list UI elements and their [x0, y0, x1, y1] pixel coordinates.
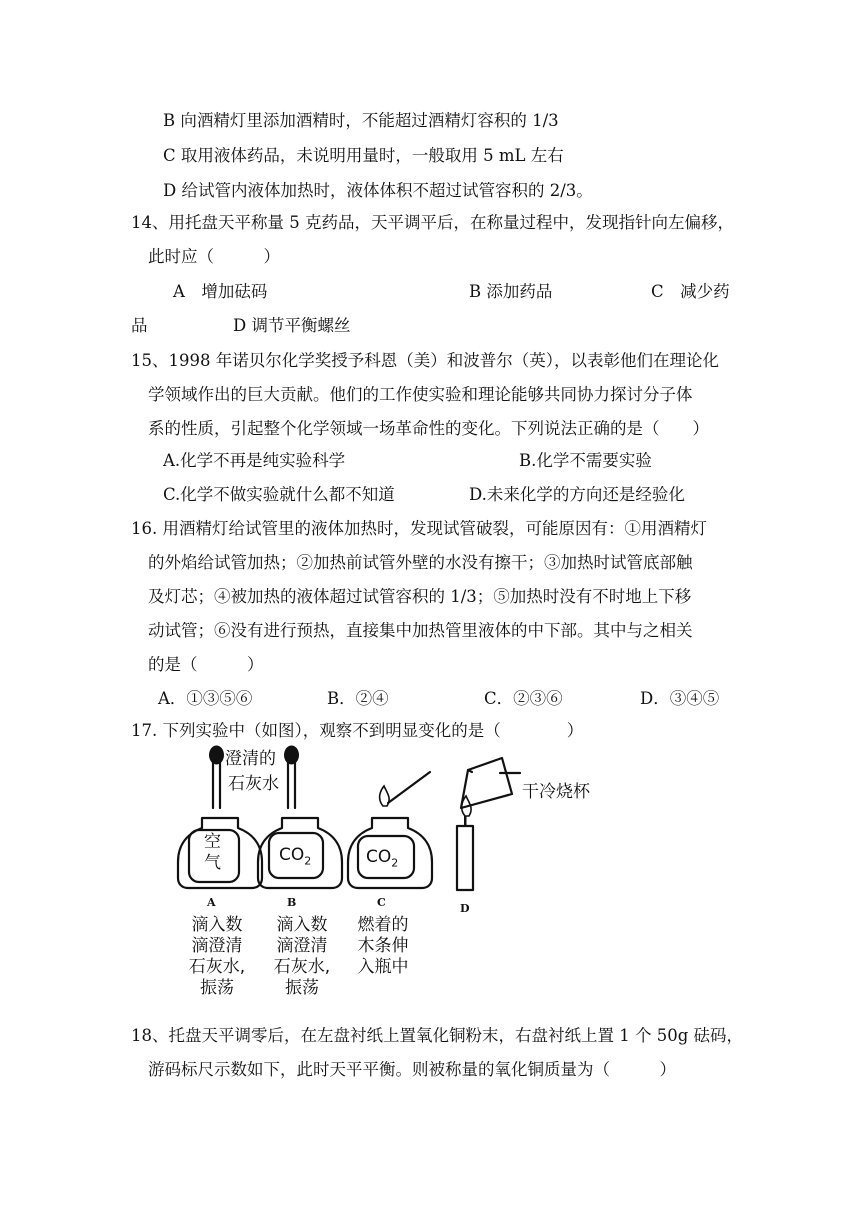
q16-line-4: 动试管；⑥没有进行预热，直接集中加热管里液体的中下部。其中与之相关 [148, 621, 693, 640]
caption-a-line: 滴澄清 [191, 936, 243, 956]
jar-a-label-2: 气 [204, 853, 221, 873]
figure-letter-a: A [207, 896, 216, 909]
q15-line-3: 系的性质，引起整个化学领域一场革命性的变化。下列说法正确的是（ ） [148, 419, 709, 438]
jar-a-label-1: 空 [204, 832, 221, 852]
dropper-label-line-2: 石灰水 [228, 774, 279, 794]
figure-letter-d: D [460, 902, 470, 915]
caption-b-line: 石灰水, [273, 957, 331, 977]
dropper-label-line-1: 澄清的 [225, 749, 276, 769]
beaker-label: 干冷烧杯 [522, 782, 590, 802]
caption-b [262, 915, 342, 999]
l2: C 取用液体药品，未说明用量时，一般取用 5 mL 左右 [163, 146, 564, 165]
caption-c-line: 燃着的 [357, 915, 409, 935]
q15-option-a: A.化学不再是纯实验科学 [163, 451, 346, 470]
l1: B 向酒精灯里添加酒精时，不能超过酒精灯容积的 1/3 [163, 111, 559, 130]
q16-option-c: C．②③⑥ [484, 689, 563, 708]
q16-option-d: D．③④⑤ [640, 689, 720, 708]
q14-option-b: B 添加药品 [469, 282, 553, 301]
q16-line-5: 的是（ ） [148, 655, 264, 674]
figure-letter-b: B [287, 896, 297, 909]
q16-line-1: 16. 用酒精灯给试管里的液体加热时，发现试管破裂，可能原因有：①用酒精灯 [131, 519, 707, 538]
q16-option-b: B．②④ [327, 689, 389, 708]
caption-c-line: 木条伸 [357, 936, 409, 956]
q14-option-d: D 调节平衡螺丝 [233, 316, 351, 335]
q14-line-2: 此时应（ ） [148, 247, 280, 266]
l3: D 给试管内液体加热时，液体体积不超过试管容积的 2/3。 [163, 181, 593, 200]
q15-option-b: B.化学不需要实验 [519, 451, 652, 470]
q15-option-d: D.未来化学的方向还是经验化 [469, 485, 685, 504]
jar-c-label: $CO_2$ [366, 847, 399, 870]
q14-option-c: C 减少药 [651, 282, 730, 301]
q18-line-2: 游码标尺示数如下，此时天平平衡。则被称量的氧化铜质量为（ ） [148, 1060, 676, 1079]
q14-option-a: A 增加砝码 [173, 282, 268, 301]
q14-option-c-cont: 品 [131, 316, 148, 335]
q16-line-3: 及灯芯；④被加热的液体超过试管容积的 1/3；⑤加热时没有不时地上下移 [148, 587, 692, 606]
caption-a-line: 滴入数 [191, 915, 243, 935]
q17-line: 17. 下列实验中（如图），观察不到明显变化的是（ ） [131, 721, 584, 740]
q15-line-2: 学领域作出的巨大贡献。他们的工作使实验和理论能够共同协力探讨分子体 [148, 385, 693, 404]
caption-c-line: 入瓶中 [357, 957, 409, 977]
caption-b-line: 滴澄清 [276, 936, 328, 956]
caption-a-line: 石灰水, [188, 957, 246, 977]
caption-c [343, 915, 423, 978]
q16-option-a: A．①③⑤⑥ [158, 689, 253, 708]
q16-line-2: 的外焰给试管加热；②加热前试管外壁的水没有擦干；③加热时试管底部触 [148, 553, 693, 572]
q18-line-1: 18、托盘天平调零后，在左盘衬纸上置氧化铜粉末，右盘衬纸上置 1 个 50g 砝码， [131, 1026, 744, 1045]
caption-b-line: 振荡 [285, 978, 319, 998]
q14-line-1: 14、用托盘天平称量 5 克药品，天平调平后，在称量过程中，发现指针向左偏移， [131, 213, 734, 232]
q15-option-c: C.化学不做实验就什么都不知道 [163, 485, 395, 504]
caption-a [177, 915, 257, 999]
q15-line-1: 15、1998 年诺贝尔化学奖授予科恩（美）和波普尔（英），以表彰他们在理论化 [131, 351, 719, 370]
figure-letter-c: C [377, 896, 386, 909]
jar-b-label: $CO_2$ [279, 845, 312, 868]
caption-a-line: 振荡 [200, 978, 234, 998]
caption-b-line: 滴入数 [276, 915, 328, 935]
